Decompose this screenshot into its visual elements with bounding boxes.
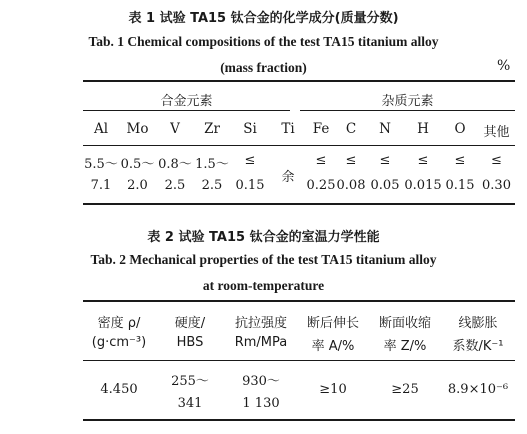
table2-title-en-sub: at room-temperature xyxy=(202,278,325,293)
table1-header-rule xyxy=(83,145,515,146)
table1-el-mo: Mo xyxy=(126,121,149,137)
table1-val-zr-bottom: 2.5 xyxy=(201,178,223,193)
table2-hdr-elongation-unit: 率 A/% xyxy=(311,339,355,354)
table2-hdr-expansion: 线膨胀 xyxy=(458,316,498,331)
table1-val-v-top: 0.8～ xyxy=(158,157,192,172)
table1-val-c-top: ≤ xyxy=(345,153,357,168)
table1-val-fe-top: ≤ xyxy=(315,153,327,168)
table2-val-reduction: ≥25 xyxy=(391,382,419,397)
table1-val-mo-top: 0.5～ xyxy=(120,157,155,172)
table1-val-fe-bottom: 0.25 xyxy=(306,178,336,193)
table1-val-h-bottom: 0.015 xyxy=(404,178,442,193)
table2-val-tensile-bottom: 1 130 xyxy=(242,396,280,411)
table1-el-h: H xyxy=(417,121,429,137)
table1-val-n-top: ≤ xyxy=(379,153,391,168)
table2-hdr-reduction: 断面收缩 xyxy=(378,316,431,331)
table2-hdr-elongation: 断后伸长 xyxy=(306,316,359,331)
table1-top-rule xyxy=(83,80,515,82)
table1-el-fe: Fe xyxy=(312,121,330,137)
table1-val-o-top: ≤ xyxy=(454,153,466,168)
table1-el-al: Al xyxy=(93,121,109,137)
table2-hdr-tensile: 抗拉强度 xyxy=(234,316,287,331)
table1-title-en: Tab. 1 Chemical compositions of the test TA15 titanium alloy xyxy=(88,34,439,49)
table1-val-si-top: ≤ xyxy=(244,153,256,168)
table1-val-o-bottom: 0.15 xyxy=(445,178,475,193)
table2-val-elongation: ≥10 xyxy=(319,382,347,397)
table2-header-rule xyxy=(83,360,515,361)
table2-hdr-tensile-unit: Rm/MPa xyxy=(234,335,288,350)
table1-title-en-sub: (mass fraction) xyxy=(220,60,307,75)
table1-val-other-bottom: 0.30 xyxy=(482,178,511,193)
table1-el-si: Si xyxy=(243,121,257,137)
table1-el-other: 其他 xyxy=(483,125,510,140)
table2-hdr-density: 密度 ρ/ xyxy=(97,316,141,331)
table1-val-si-bottom: 0.15 xyxy=(235,178,265,193)
table1-group-alloy: 合金元素 xyxy=(160,94,213,109)
table1-val-c-bottom: 0.08 xyxy=(336,178,366,193)
table2-hdr-reduction-unit: 率 Z/% xyxy=(383,339,427,354)
table1-el-v: V xyxy=(170,121,180,137)
table1-el-n: N xyxy=(379,121,391,137)
table1-val-ti: 余 xyxy=(281,170,295,185)
table1-val-h-top: ≤ xyxy=(417,153,429,168)
table1-bottom-rule xyxy=(83,203,515,205)
table2-hdr-hardness-unit: HBS xyxy=(176,335,204,350)
table1-el-zr: Zr xyxy=(204,121,220,137)
table1-val-v-bottom: 2.5 xyxy=(164,178,186,193)
table1-val-other-top: ≤ xyxy=(491,153,502,168)
table2-bottom-rule xyxy=(83,419,515,421)
table1-group-rule-right xyxy=(300,110,515,111)
table2-title-en: Tab. 2 Mechanical properties of the test TA15 titanium alloy xyxy=(90,252,437,267)
table2-val-expansion: 8.9×10⁻⁶ xyxy=(447,382,509,397)
table1-group-rule-left xyxy=(83,110,290,111)
table1-val-n-bottom: 0.05 xyxy=(370,178,400,193)
table2-val-hardness-bottom: 341 xyxy=(177,396,203,411)
table2-hdr-hardness: 硬度/ xyxy=(174,316,206,331)
table1-val-zr-top: 1.5～ xyxy=(195,157,229,172)
table2-hdr-density-unit: (g·cm⁻³) xyxy=(91,335,147,350)
table1-el-c: C xyxy=(345,121,357,137)
table1-val-mo-bottom: 2.0 xyxy=(127,178,148,193)
table2-val-tensile-top: 930～ xyxy=(242,374,280,389)
table2-val-hardness-top: 255～ xyxy=(171,374,209,389)
table1-el-o: O xyxy=(454,121,466,137)
table2-top-rule xyxy=(83,300,515,302)
table1-el-ti: Ti xyxy=(281,121,295,137)
table2-val-density: 4.450 xyxy=(100,382,138,397)
table1-val-al-bottom: 7.1 xyxy=(90,178,112,193)
table1-title-cn: 表 1 试验 TA15 钛合金的化学成分(质量分数) xyxy=(128,11,399,26)
table1-group-impurity: 杂质元素 xyxy=(381,94,434,109)
table2-title-cn: 表 2 试验 TA15 钛合金的室温力学性能 xyxy=(147,230,380,245)
table1-unit: % xyxy=(497,58,511,74)
table1-val-al-top: 5.5～ xyxy=(84,157,118,172)
table2-hdr-expansion-unit: 系数/K⁻¹ xyxy=(452,339,504,354)
